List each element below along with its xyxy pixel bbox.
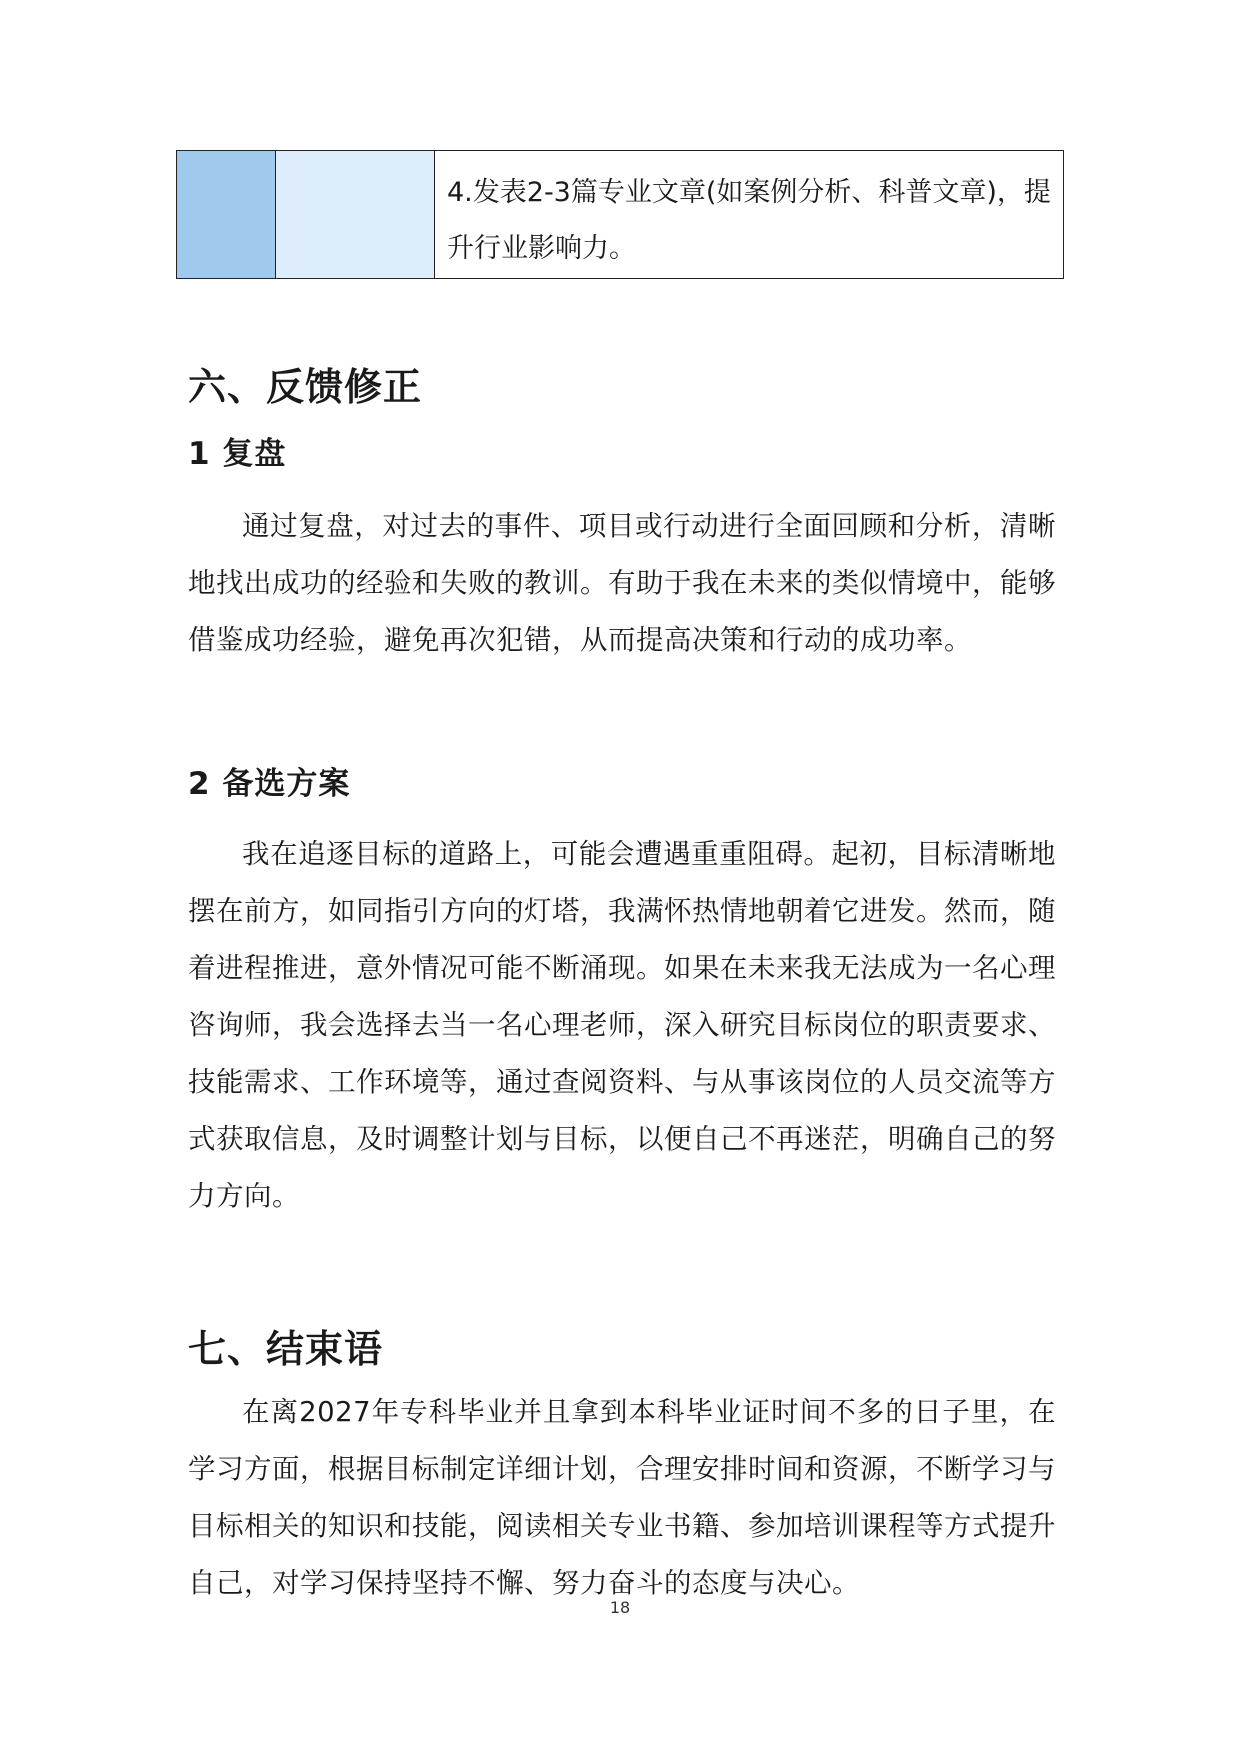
table-cell-category bbox=[177, 151, 276, 278]
table-cell-measures: 4.发表2-3篇专业文章(如案例分析、科普文章)，提升行业影响力。 bbox=[447, 177, 1051, 264]
section-7-heading: 七、结束语 bbox=[188, 1327, 384, 1371]
plan-table bbox=[176, 150, 1064, 279]
page-number: 18 bbox=[609, 1598, 631, 1617]
conclusion-paragraph: 在离2027年专科毕业并且拿到本科毕业证时间不多的日子里，在学习方面，根据目标制定详细计划，合理安排时间和资源，不断学习与目标相关的知识和技能，阅读相关专业书籍、参加培训课程等方式提升自己，对学习保持坚持不懈、努力奋斗的态度与决心。 bbox=[188, 1396, 1056, 1599]
review-paragraph: 通过复盘，对过去的事件、项目或行动进行全面回顾和分析，清晰地找出成功的经验和失败的教训。有助于我在未来的类似情境中，能够借鉴成功经验，避免再次犯错，从而提高决策和行动的成功率。 bbox=[188, 510, 1056, 656]
subsection-alternative-heading: 2 备选方案 bbox=[188, 766, 351, 802]
section-6-heading: 六、反馈修正 bbox=[188, 365, 423, 409]
subsection-review-heading: 1 复盘 bbox=[188, 436, 287, 472]
alternative-paragraph: 我在追逐目标的道路上，可能会遭遇重重阻碍。起初，目标清晰地摆在前方，如同指引方向的灯塔，我满怀热情地朝着它进发。然而，随着进程推进，意外情况可能不断涌现。如果在未来我无法成为一名心理咨询师，我会选择去当一名心理老师，深入研究目标岗位的职责要求、技能需求、工作环境等，通过查阅资料、与从事该岗位的人员交流等方式获取信息，及时调整计划与目标，以便自己不再迷茫，明确自己的努力方向。 bbox=[188, 838, 1056, 1212]
table-cell-period bbox=[276, 151, 435, 278]
